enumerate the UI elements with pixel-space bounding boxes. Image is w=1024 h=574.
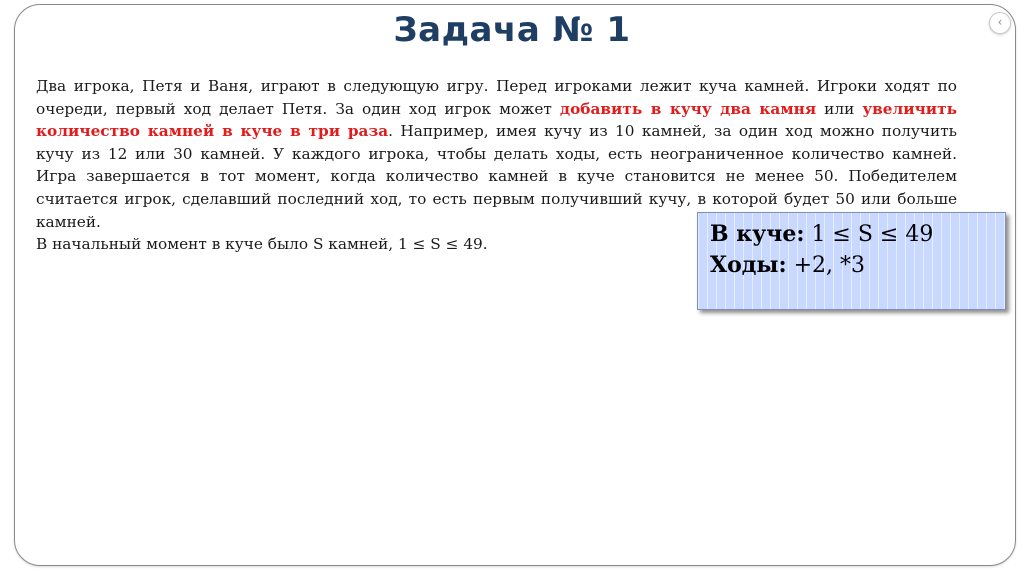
pile-label: В куче: <box>710 221 805 247</box>
highlight-add-two: добавить в кучу два камня <box>559 99 817 118</box>
slide-title: Задача № 1 <box>393 10 631 50</box>
summary-box <box>697 212 1006 310</box>
moves-label: Ходы: <box>710 252 787 278</box>
moves-value: +2, *3 <box>786 253 866 278</box>
problem-text-part-3: . Например, имея кучу из 10 камней, за один ход можно получить кучу из 12 или 30 камней. У каждого игрока, чтобы делать ходы, есть неограниченное количество камней. Игра завершается в тот момент, когда количество камней в куче становится не менее 50. Победителем считается игрок, сделавший последний ход, то есть первым получивший кучу, в которой будет 50 или больше камней. <box>36 122 957 231</box>
pile-line <box>710 219 993 250</box>
chevron-left-icon[interactable]: ‹ <box>989 12 1011 34</box>
problem-text-part-2: или <box>816 99 863 118</box>
moves-line <box>710 250 993 281</box>
initial-condition: В начальный момент в куче было S камней, 1 ≤ S ≤ 49. <box>36 235 488 254</box>
problem-text-part-1: Два игрока, Петя и Ваня, играют в следующую игру. Перед игроками лежит куча камней. Игроки ходят по очереди, первый ход делает Петя. За один ход игрок может <box>36 77 957 118</box>
highlight-triple: увеличить количество камней в куче в три раза <box>36 99 957 141</box>
pile-value: 1 ≤ S ≤ 49 <box>804 222 934 247</box>
problem-paragraph <box>36 75 957 233</box>
